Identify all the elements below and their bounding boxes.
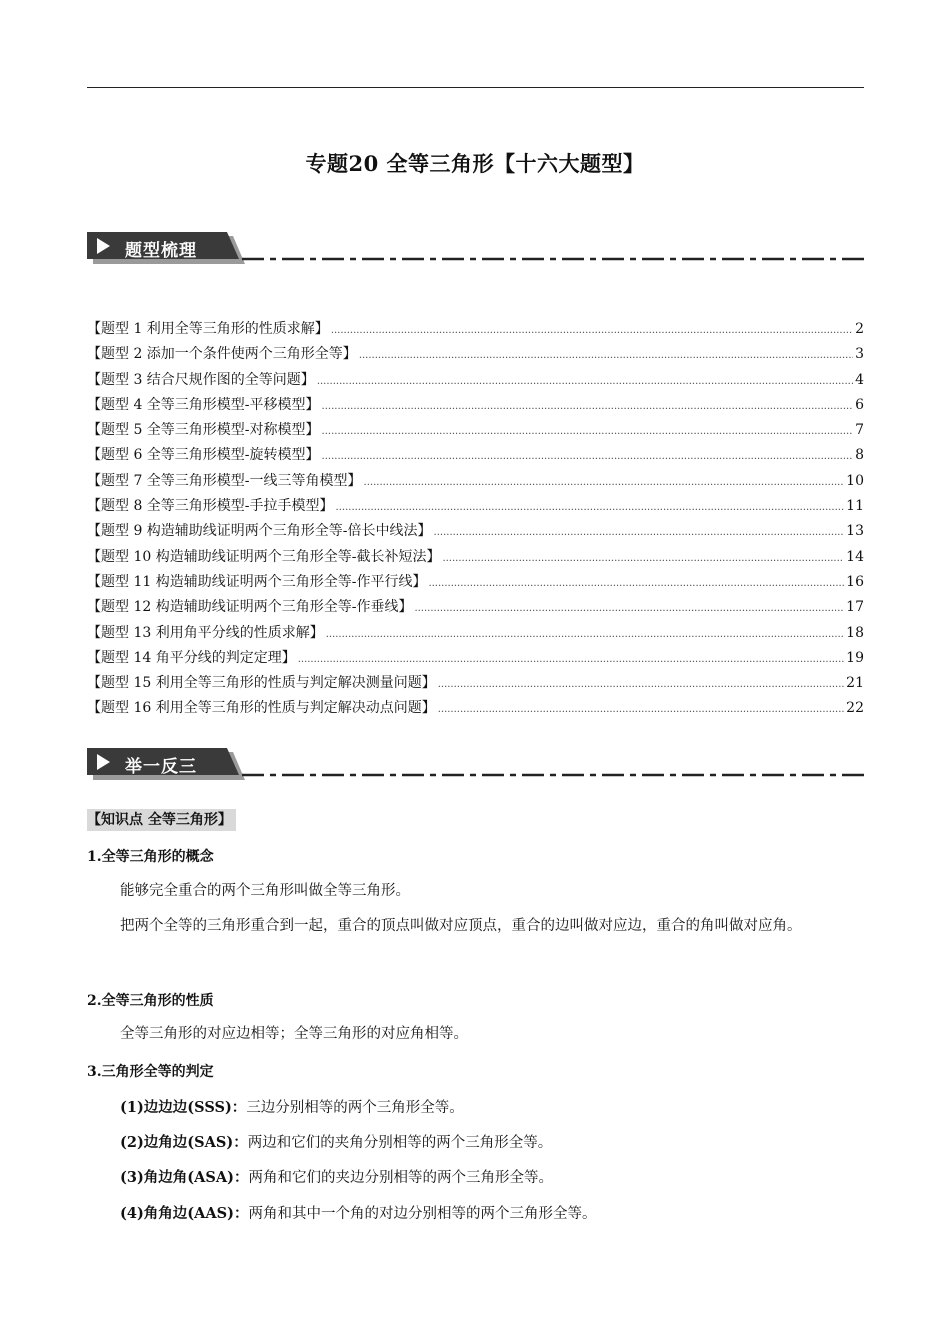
toc-item[interactable]: 【题型 13 利用角平分线的性质求解】 ..... 18 [87, 622, 864, 647]
toc-item[interactable]: 【题型 14 角平分线的判定定理】 ..... 19 [87, 647, 864, 672]
criterion-sss: (1)边边边(SSS)：三边分别相等的两个三角形全等。 [120, 1099, 464, 1116]
toc-item[interactable]: 【题型 2 添加一个条件使两个三角形全等】 ..... 3 [87, 343, 864, 368]
toc-banner-label: 题型梳理 [125, 241, 197, 261]
knowledge-point-label: 【知识点 全等三角形】 [87, 809, 236, 831]
toc-item[interactable]: 【题型 16 利用全等三角形的性质与判定解决动点问题】 ..... 22 [87, 697, 864, 722]
toc-item[interactable]: 【题型 10 构造辅助线证明两个三角形全等-截长补短法】 ..... 14 [87, 546, 864, 571]
properties-paragraph: 全等三角形的对应边相等；全等三角形的对应角相等。 [120, 1026, 468, 1042]
toc-item[interactable]: 【题型 11 构造辅助线证明两个三角形全等-作平行线】 ..... 16 [87, 571, 864, 596]
header-rule [87, 87, 864, 88]
section-heading-properties: 2.全等三角形的性质 [87, 993, 214, 1009]
toc-section-banner [87, 232, 864, 268]
section-heading-concept: 1.全等三角形的概念 [87, 849, 214, 865]
practice-banner-label: 举一反三 [125, 757, 197, 777]
toc-item[interactable]: 【题型 12 构造辅助线证明两个三角形全等-作垂线】 ..... 17 [87, 596, 864, 621]
concept-paragraph-1: 能够完全重合的两个三角形叫做全等三角形。 [120, 883, 410, 899]
toc-item[interactable]: 【题型 7 全等三角形模型-一线三等角模型】 ..... 10 [87, 470, 864, 495]
concept-paragraph-2: 把两个全等的三角形重合到一起，重合的顶点叫做对应顶点，重合的边叫做对应边，重合的角叫做对应角。 [120, 918, 802, 934]
toc-item[interactable]: 【题型 8 全等三角形模型-手拉手模型】 ..... 11 [87, 495, 864, 520]
table-of-contents [87, 318, 864, 723]
toc-item[interactable]: 【题型 1 利用全等三角形的性质求解】 ..... 2 [87, 318, 864, 343]
practice-section-banner [87, 748, 864, 784]
criterion-asa: (3)角边角(ASA)：两角和它们的夹边分别相等的两个三角形全等。 [120, 1169, 554, 1186]
toc-item[interactable]: 【题型 4 全等三角形模型-平移模型】 ..... 6 [87, 394, 864, 419]
toc-item[interactable]: 【题型 3 结合尺规作图的全等问题】 ..... 4 [87, 369, 864, 394]
criterion-sas: (2)边角边(SAS)：两边和它们的夹角分别相等的两个三角形全等。 [120, 1134, 553, 1151]
banner-dash-line [242, 773, 864, 777]
toc-item[interactable]: 【题型 5 全等三角形模型-对称模型】 ..... 7 [87, 419, 864, 444]
section-heading-criteria: 3.三角形全等的判定 [87, 1064, 214, 1080]
toc-item[interactable]: 【题型 9 构造辅助线证明两个三角形全等-倍长中线法】 ..... 13 [87, 520, 864, 545]
banner-dash-line [242, 257, 864, 261]
page-title: 专题20 全等三角形【十六大题型】 [305, 151, 645, 176]
criterion-aas: (4)角角边(AAS)：两角和其中一个角的对边分别相等的两个三角形全等。 [120, 1205, 597, 1222]
toc-item[interactable]: 【题型 15 利用全等三角形的性质与判定解决测量问题】 ..... 21 [87, 672, 864, 697]
toc-item[interactable]: 【题型 6 全等三角形模型-旋转模型】 ..... 8 [87, 444, 864, 469]
